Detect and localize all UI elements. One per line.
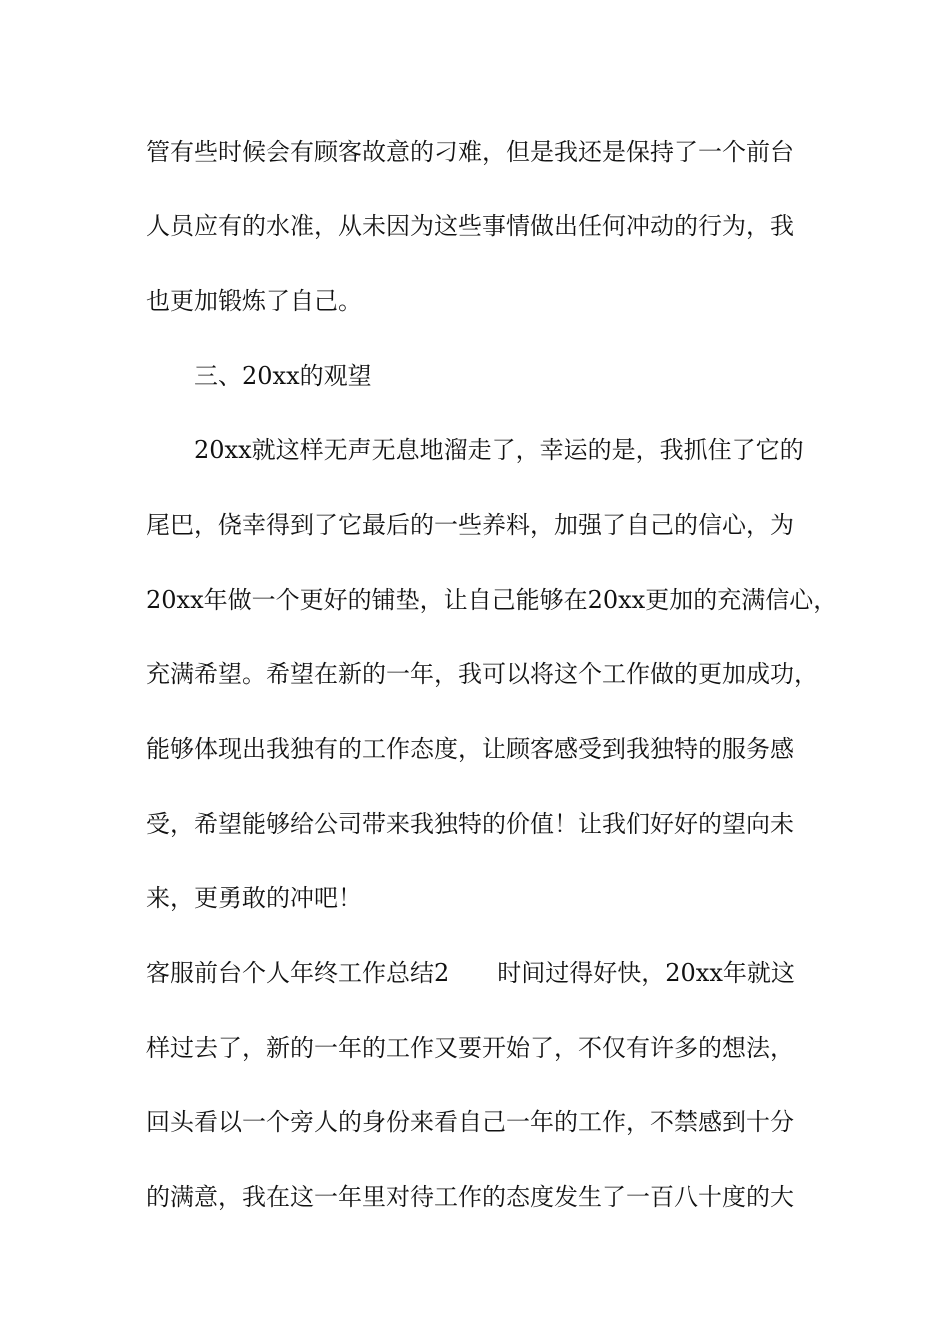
text-line: 的满意，我在这一年里对待工作的态度发生了一百八十度的大 — [146, 1183, 794, 1211]
text-line: 20xx就这样无声无息地溜走了，幸运的是，我抓住了它的 — [194, 436, 804, 464]
text-line: 也更加锻炼了自己。 — [146, 287, 362, 315]
text-line: 受，希望能够给公司带来我独特的价值！让我们好好的望向未 — [146, 810, 794, 838]
text-line: 人员应有的水准，从未因为这些事情做出任何冲动的行为，我 — [146, 212, 794, 240]
text-line: 来，更勇敢的冲吧！ — [146, 884, 362, 912]
text-line: 回头看以一个旁人的身份来看自己一年的工作，不禁感到十分 — [146, 1108, 794, 1136]
text-line: 尾巴，侥幸得到了它最后的一些养料，加强了自己的信心，为 — [146, 511, 794, 539]
text-line: 样过去了，新的一年的工作又要开始了，不仅有许多的想法， — [146, 1034, 794, 1062]
text-line: 管有些时候会有顾客故意的刁难，但是我还是保持了一个前台 — [146, 138, 794, 166]
text-line: 充满希望。希望在新的一年，我可以将这个工作做的更加成功， — [146, 660, 818, 688]
text-line: 客服前台个人年终工作总结2 时间过得好快，20xx年就这 — [146, 959, 795, 987]
text-line: 能够体现出我独有的工作态度，让顾客感受到我独特的服务感 — [146, 735, 794, 763]
section-heading: 三、20xx的观望 — [194, 362, 372, 390]
text-line: 20xx年做一个更好的铺垫，让自己能够在20xx更加的充满信心， — [146, 586, 838, 614]
